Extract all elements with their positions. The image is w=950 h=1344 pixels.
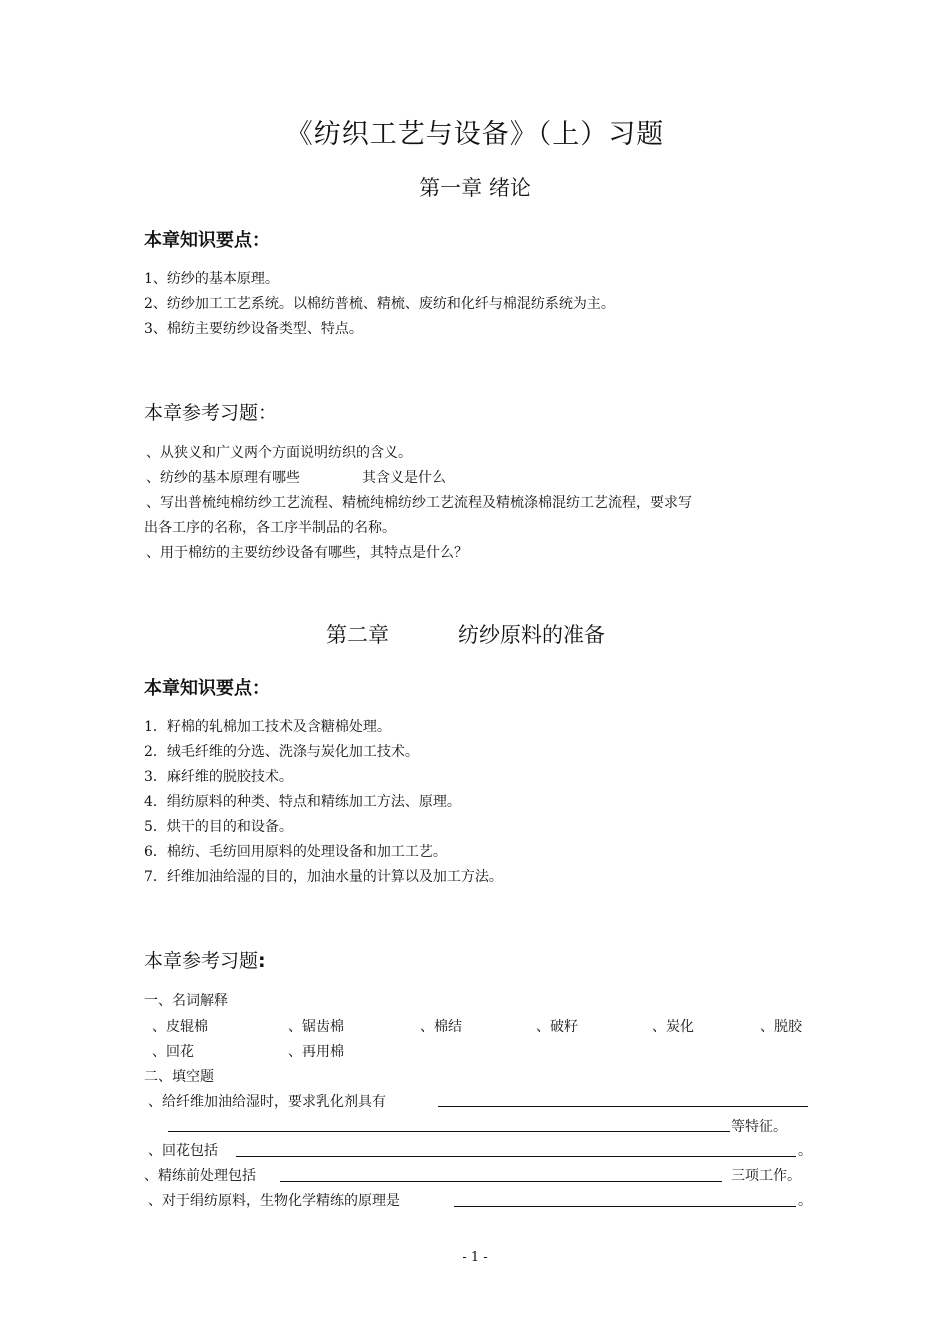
term-item: 、炭化 — [652, 1019, 694, 1035]
answer-blank[interactable] — [438, 1106, 808, 1107]
answer-blank[interactable] — [236, 1156, 796, 1157]
fill-question-end: 等特征。 — [731, 1119, 787, 1135]
term-item: 、回花 — [152, 1044, 194, 1060]
ch2-exercises-heading: 本章参考习题: — [144, 950, 266, 972]
ch1-exercise: 、用于棉纺的主要纺纱设备有哪些，其特点是什么？ — [146, 545, 468, 561]
fill-question-end: 。 — [798, 1143, 812, 1159]
section-terms-heading: 一、名词解释 — [144, 993, 228, 1009]
ch2-kp-item: 1．籽棉的轧棉加工技术及含糖棉处理。 — [144, 719, 391, 735]
term-item: 、脱胶 — [760, 1019, 802, 1035]
ch1-exercise: 、从狭义和广义两个方面说明纺织的含义。 — [146, 445, 412, 461]
chapter-2-title: 纺纱原料的准备 — [458, 623, 605, 647]
fill-question: 、回花包括 — [148, 1143, 218, 1159]
ch1-kp-item: 3、棉纺主要纺纱设备类型、特点。 — [144, 321, 363, 337]
term-item: 、皮辊棉 — [152, 1019, 208, 1035]
ch1-exercise: 、写出普梳纯棉纺纱工艺流程、精梳纯棉纺纱工艺流程及精梳涤棉混纺工艺流程，要求写 — [146, 495, 692, 511]
fill-question: 、精练前处理包括 — [144, 1168, 256, 1184]
ch1-exercise-cont: 出各工序的名称，各工序半制品的名称。 — [144, 520, 396, 536]
term-item: 、再用棉 — [288, 1044, 344, 1060]
ch2-kp-item: 7．纤维加油给湿的目的，加油水量的计算以及加工方法。 — [144, 869, 503, 885]
answer-blank[interactable] — [280, 1181, 722, 1182]
ch1-exercise-cont: 其含义是什么 — [362, 470, 446, 486]
ch1-exercise: 、纺纱的基本原理有哪些 — [146, 470, 300, 486]
chapter-1-heading: 第一章 绪论 — [419, 176, 531, 200]
fill-question-end: 。 — [798, 1193, 812, 1209]
ch2-kp-item: 4．绢纺原料的种类、特点和精练加工方法、原理。 — [144, 794, 461, 810]
ch1-kp-item: 1、纺纱的基本原理。 — [144, 271, 279, 287]
fill-question: 、对于绢纺原料，生物化学精练的原理是 — [148, 1193, 400, 1209]
answer-blank[interactable] — [168, 1131, 730, 1132]
term-item: 、锯齿棉 — [288, 1019, 344, 1035]
ch2-knowledge-heading: 本章知识要点： — [144, 678, 270, 699]
fill-question: 、给纤维加油给湿时，要求乳化剂具有 — [148, 1094, 386, 1110]
answer-blank[interactable] — [454, 1206, 796, 1207]
ch2-kp-item: 6．棉纺、毛纺回用原料的处理设备和加工工艺。 — [144, 844, 447, 860]
ch2-kp-item: 3．麻纤维的脱胶技术。 — [144, 769, 293, 785]
ch1-kp-item: 2、纺纱加工工艺系统。以棉纺普梳、精梳、废纺和化纤与棉混纺系统为主。 — [144, 296, 615, 312]
fill-question-end: 三项工作。 — [731, 1168, 801, 1184]
term-item: 、棉结 — [420, 1019, 462, 1035]
ch2-kp-item: 5．烘干的目的和设备。 — [144, 819, 293, 835]
ch1-knowledge-heading: 本章知识要点： — [144, 230, 270, 251]
document-title: 《纺织工艺与设备》（上）习题 — [285, 119, 665, 150]
page-number: - 1 - — [462, 1250, 488, 1265]
ch1-exercises-heading: 本章参考习题： — [144, 402, 278, 424]
chapter-2-number: 第二章 — [326, 623, 389, 647]
section-fill-heading: 二、填空题 — [144, 1069, 214, 1085]
term-item: 、破籽 — [536, 1019, 578, 1035]
ch2-kp-item: 2．绒毛纤维的分选、洗涤与炭化加工技术。 — [144, 744, 419, 760]
